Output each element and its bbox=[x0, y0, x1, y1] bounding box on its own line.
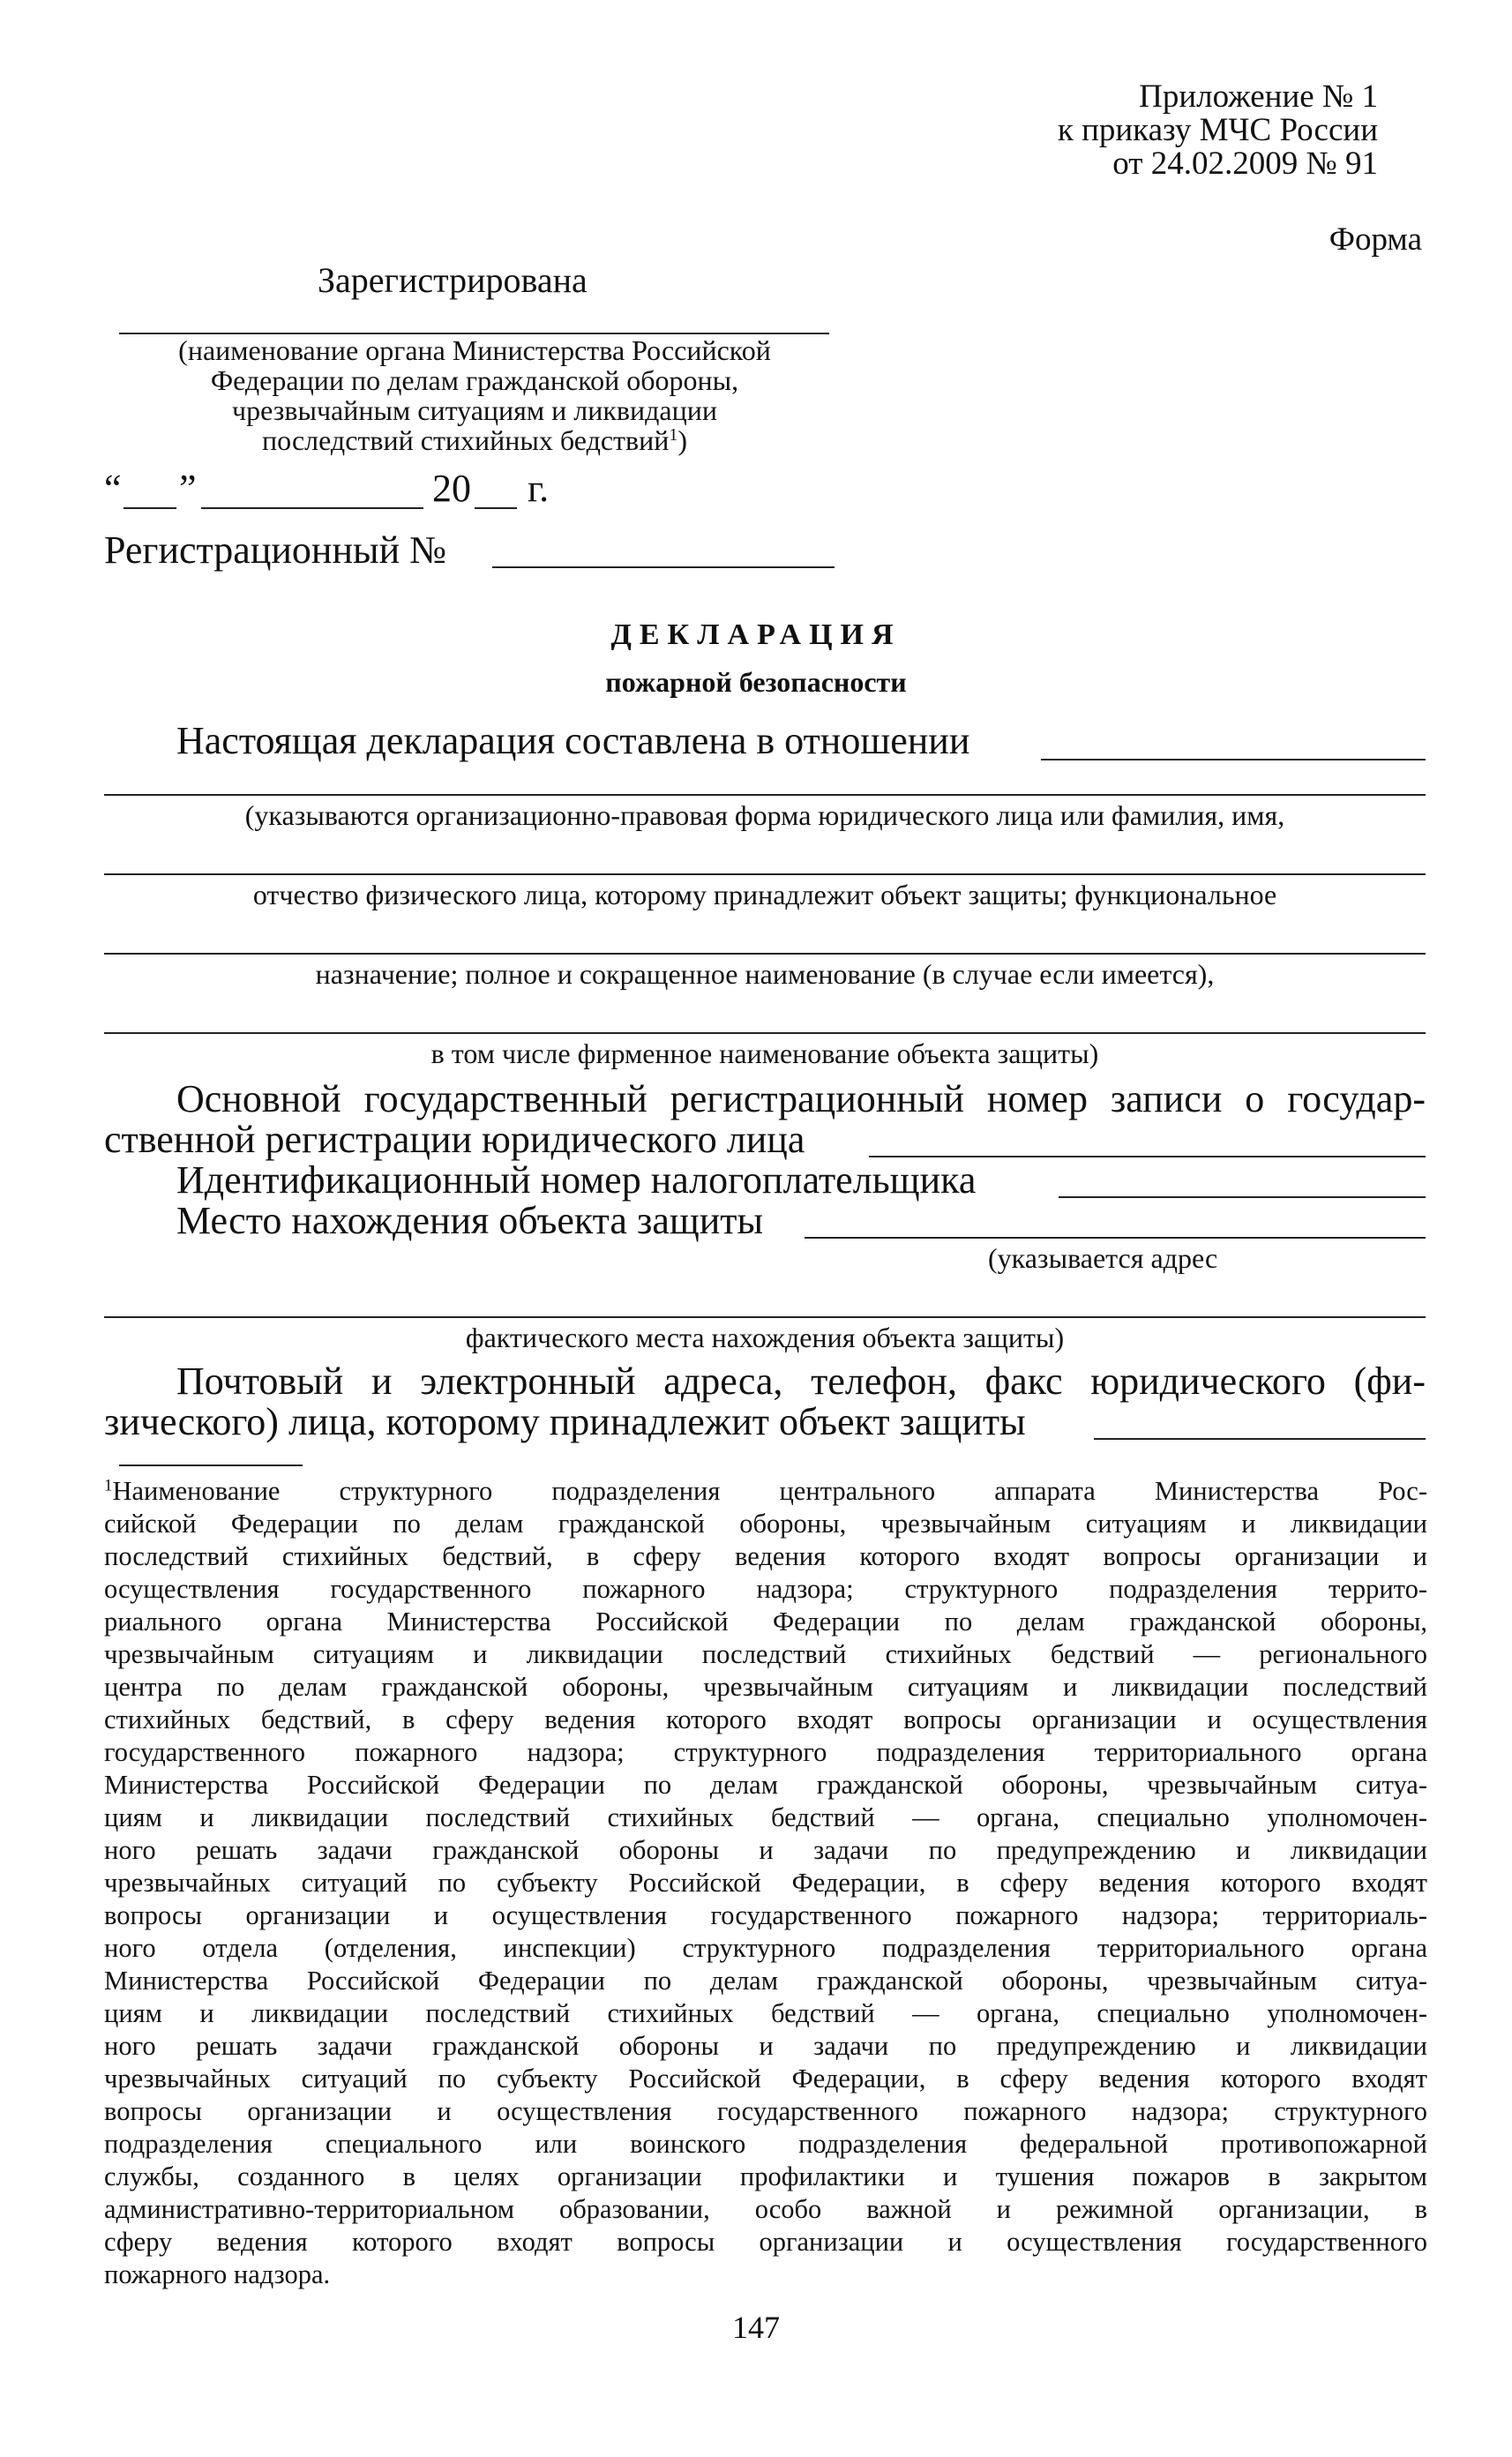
object-description-line[interactable] bbox=[104, 873, 1426, 875]
date-month-field[interactable] bbox=[201, 507, 423, 509]
footnote-line: Министерства Российской Федерации по делам гражданской обороны, чрезвычайным ситуа- bbox=[104, 1770, 1427, 1800]
inn-field[interactable] bbox=[1059, 1196, 1426, 1198]
object-description-line[interactable] bbox=[104, 1032, 1426, 1034]
footnote-line: осуществления государственного пожарного надзора; структурного подразделения террито- bbox=[104, 1574, 1427, 1604]
order-reference: к приказу МЧС России bbox=[1057, 112, 1378, 148]
footnote-line: административно-территориальном образовании, особо важной и режимной организации, в bbox=[104, 2194, 1427, 2224]
footnote-line: сийской Федерации по делам гражданской обороны, чрезвычайным ситуациям и ликвидации bbox=[104, 1509, 1427, 1539]
postal-label-line2: зического) лица, которому принадлежит объект защиты bbox=[104, 1400, 1026, 1443]
object-description-hint: отчество физического лица, которому принадлежит объект защиты; функциональное bbox=[252, 879, 1277, 910]
footnote-marker: 1 bbox=[104, 1476, 113, 1495]
location-hint: (указывается адрес bbox=[988, 1242, 1218, 1274]
footnote-line: центра по делам гражданской обороны, чрезвычайным ситуациям и ликвидации последствий bbox=[104, 1672, 1427, 1702]
postal-field[interactable] bbox=[1094, 1438, 1426, 1440]
footnote-line: последствий стихийных бедствий, в сферу ведения которого входят вопросы организации и bbox=[104, 1541, 1427, 1571]
footnote-line: циям и ликвидации последствий стихийных бедствий — органа, специально уполномочен- bbox=[104, 1802, 1427, 1832]
footnote-line: циям и ликвидации последствий стихийных бедствий — органа, специально уполномочен- bbox=[104, 1998, 1427, 2028]
footnote-ref: 1 bbox=[669, 425, 678, 446]
footnote-line: чрезвычайных ситуаций по субъекту Российской Федерации, в сферу ведения которого входят bbox=[104, 1868, 1427, 1898]
date-close-quote: ” bbox=[179, 467, 197, 510]
form-label: Форма bbox=[1329, 221, 1422, 258]
footnote-line: государственного пожарного надзора; структурного подразделения территориального органа bbox=[104, 1737, 1427, 1767]
footnote-line: сферу ведения которого входят вопросы организации и осуществления государственного bbox=[104, 2227, 1427, 2257]
footnote-text: Наименование структурного подразделения центрального аппарата Министерства Рос- bbox=[112, 1476, 1427, 1506]
inn-label: Идентификационный номер налогоплательщика bbox=[176, 1158, 977, 1202]
footnote-line: чрезвычайным ситуациям и ликвидации последствий стихийных бедствий — регионального bbox=[104, 1639, 1427, 1669]
postal-label-line1: Почтовый и электронный адреса, телефон, факс юридического (фи- bbox=[176, 1360, 1426, 1403]
date-year-field[interactable] bbox=[475, 507, 517, 509]
reg-number-field[interactable] bbox=[492, 566, 835, 568]
date-open-quote: “ bbox=[104, 467, 122, 510]
footnote-line: стихийных бедствий, в сферу ведения которого входят вопросы организации и осуществления bbox=[104, 1704, 1427, 1734]
date-year-suffix: г. bbox=[528, 467, 550, 510]
object-description-hint: в том числе фирменное наименование объекта защиты) bbox=[430, 1037, 1099, 1069]
registered-title: Зарегистрирована bbox=[318, 260, 588, 300]
declaration-subtitle: пожарной безопасности bbox=[605, 666, 907, 698]
note-close: ) bbox=[677, 424, 687, 456]
footnote-line: ного решать задачи гражданской обороны и задачи по предупреждению и ликвидации bbox=[104, 2031, 1427, 2061]
declaration-title: ДЕКЛАРАЦИЯ bbox=[610, 618, 902, 651]
footnote-line: пожарного надзора. bbox=[104, 2259, 331, 2289]
date-year-prefix: 20 bbox=[432, 467, 471, 510]
footnote-line: службы, созданного в целях организации профилактики и тушения пожаров в закрытом bbox=[104, 2161, 1427, 2191]
note-line: Федерации по делам гражданской обороны, bbox=[210, 364, 739, 396]
note-line bbox=[104, 425, 845, 455]
note-line: чрезвычайным ситуациям и ликвидации bbox=[232, 394, 717, 426]
ogrn-field[interactable] bbox=[869, 1156, 1426, 1157]
footnote-line bbox=[104, 1475, 1427, 1508]
footnote-line: ного решать задачи гражданской обороны и задачи по предупреждению и ликвидации bbox=[104, 1835, 1427, 1865]
footnote-line: чрезвычайных ситуаций по субъекту Российской Федерации, в сферу ведения которого входят bbox=[104, 2064, 1427, 2094]
object-owner-field[interactable] bbox=[1041, 759, 1426, 760]
order-date: от 24.02.2009 № 91 bbox=[1112, 146, 1378, 182]
note-line: (наименование органа Министерства Российской bbox=[178, 334, 771, 366]
footnote-line: риального органа Министерства Российской Федерации по делам гражданской обороны, bbox=[104, 1607, 1427, 1637]
location-hint-2: фактического места нахождения объекта защиты) bbox=[465, 1322, 1065, 1353]
page-number: 147 bbox=[732, 2310, 780, 2345]
object-description-hint: назначение; полное и сокращенное наименование (в случае если имеется), bbox=[315, 958, 1215, 990]
location-field[interactable] bbox=[805, 1237, 1426, 1239]
declaration-intro: Настоящая декларация составлена в отношении bbox=[176, 719, 970, 762]
appendix-number: Приложение № 1 bbox=[1139, 79, 1378, 115]
ogrn-label-line1: Основной государственный регистрационный номер записи о государ- bbox=[176, 1077, 1426, 1120]
location-label: Место нахождения объекта защиты bbox=[176, 1199, 764, 1242]
footnote-line: Министерства Российской Федерации по делам гражданской обороны, чрезвычайным ситуа- bbox=[104, 1966, 1427, 1996]
object-description-hint: (указываются организационно-правовая форма юридического лица или фамилия, имя, bbox=[244, 799, 1285, 831]
ogrn-label-line2: ственной регистрации юридического лица bbox=[104, 1118, 805, 1161]
object-description-line[interactable] bbox=[104, 794, 1426, 796]
reg-number-label: Регистрационный № bbox=[104, 528, 447, 572]
footnote-line: подразделения специального или воинского подразделения федеральной противопожарной bbox=[104, 2129, 1427, 2159]
footnote-separator bbox=[119, 1464, 303, 1466]
object-description-line[interactable] bbox=[104, 953, 1426, 955]
note-text: последствий стихийных бедствий bbox=[262, 424, 670, 456]
location-address-line[interactable] bbox=[104, 1316, 1426, 1318]
footnote-line: ного отдела (отделения, инспекции) структурного подразделения территориального органа bbox=[104, 1933, 1427, 1963]
date-day-field[interactable] bbox=[124, 507, 176, 509]
footnote-line: вопросы организации и осуществления государственного пожарного надзора; территориаль- bbox=[104, 1900, 1427, 1930]
footnote-line: вопросы организации и осуществления государственного пожарного надзора; структурного bbox=[104, 2096, 1427, 2126]
registering-authority-note bbox=[104, 335, 845, 455]
